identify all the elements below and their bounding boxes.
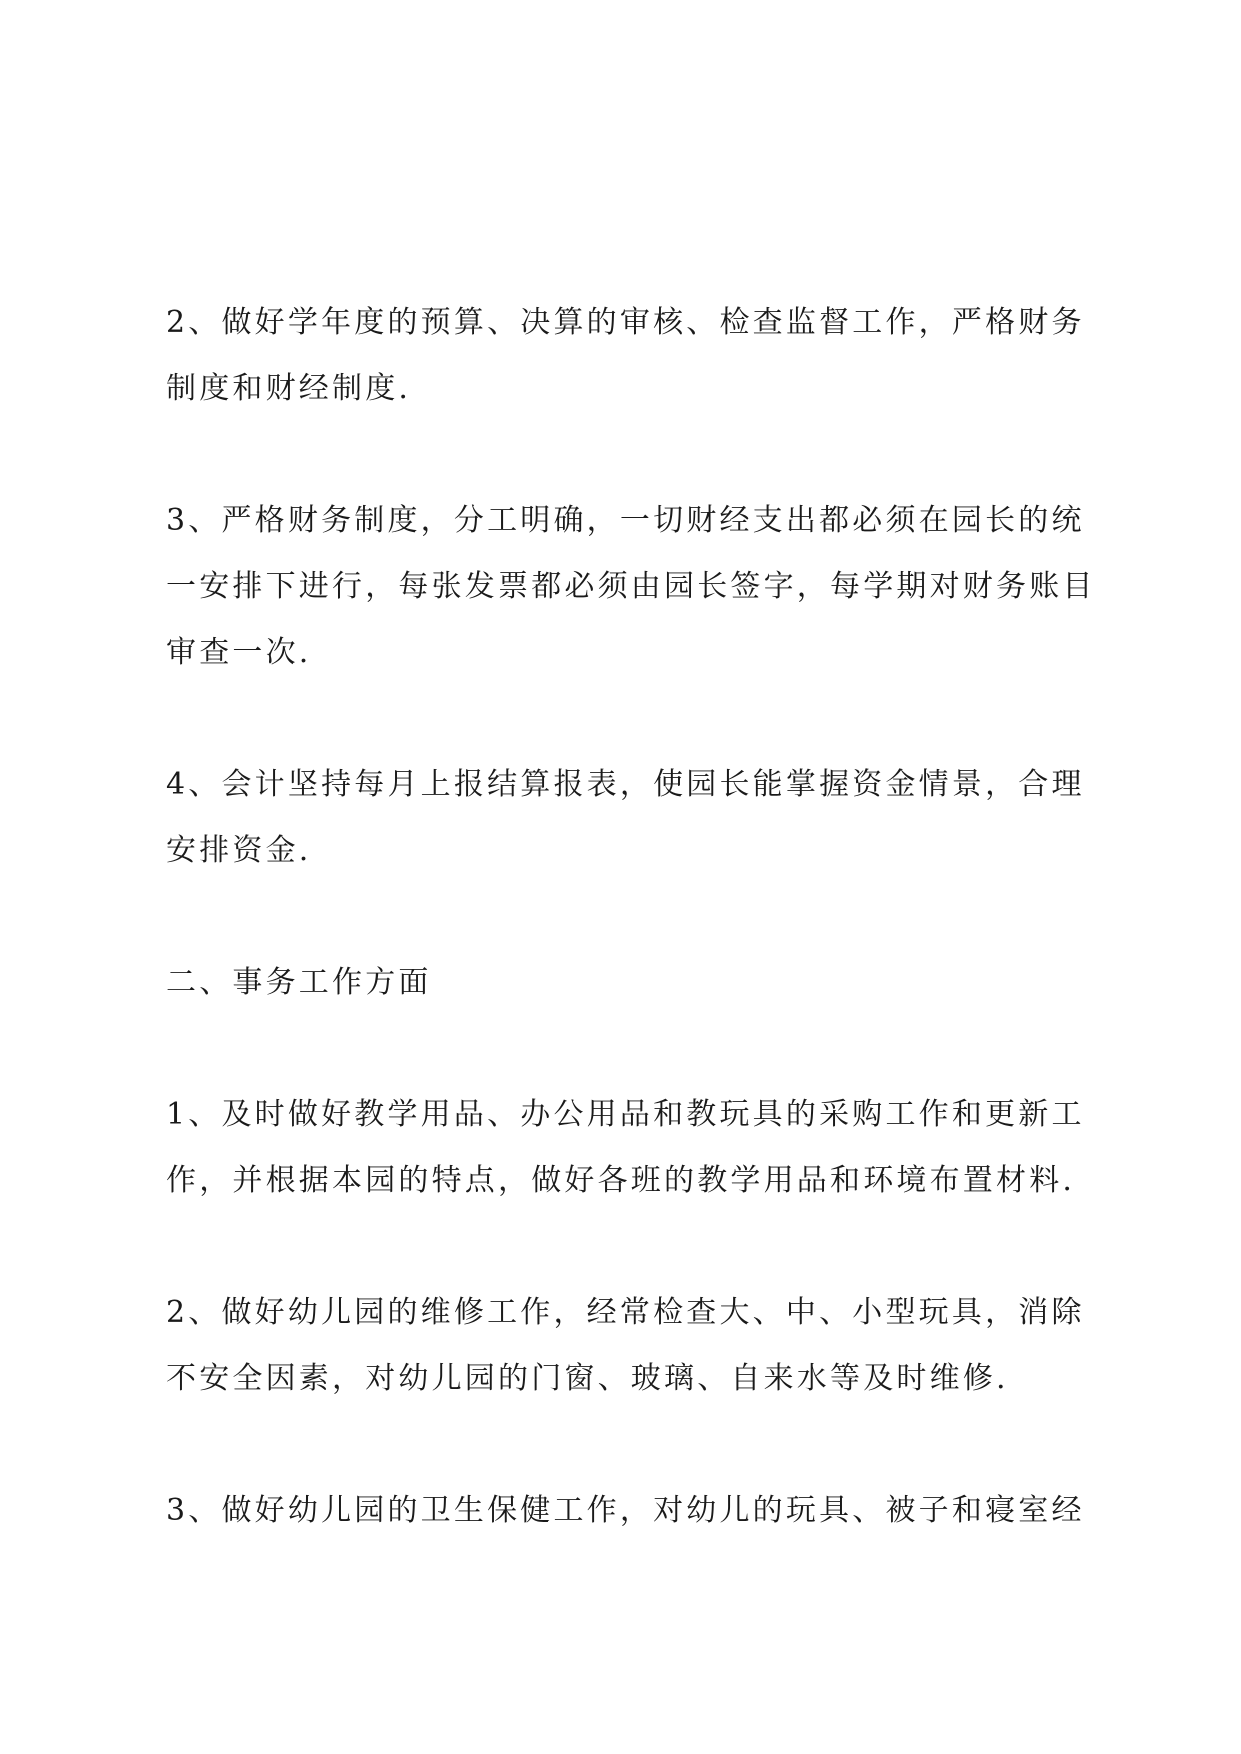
document-body	[166, 290, 1096, 1610]
text-line: 2、做好学年度的预算、决算的审核、检查监督工作，严格财务	[166, 305, 1085, 340]
paragraph-finance-item-2	[166, 290, 1096, 422]
text-line: 一安排下进行，每张发票都必须由园长签字，每学期对财务账目	[166, 569, 1096, 604]
text-line: 3、严格财务制度，分工明确，一切财经支出都必须在园长的统	[166, 503, 1085, 538]
text-line: 安排资金.	[166, 833, 312, 868]
paragraph-finance-item-3	[166, 488, 1096, 686]
text-line: 二、事务工作方面	[166, 965, 432, 1000]
text-line: 4、会计坚持每月上报结算报表，使园长能掌握资金情景，合理	[166, 767, 1085, 802]
text-line: 作，并根据本园的特点，做好各班的教学用品和环境布置材料.	[166, 1163, 1076, 1198]
text-line: 制度和财经制度.	[166, 371, 412, 406]
paragraph-finance-item-4	[166, 752, 1096, 884]
text-line: 不安全因素，对幼儿园的门窗、玻璃、自来水等及时维修.	[166, 1361, 1009, 1396]
paragraph-affairs-item-3	[166, 1478, 1096, 1544]
paragraph-affairs-item-2	[166, 1280, 1096, 1412]
text-line: 审查一次.	[166, 635, 312, 670]
text-line: 2、做好幼儿园的维修工作，经常检查大、中、小型玩具，消除	[166, 1295, 1085, 1330]
section-heading-affairs	[166, 950, 1096, 1016]
text-line: 3、做好幼儿园的卫生保健工作，对幼儿的玩具、被子和寝室经	[166, 1493, 1085, 1528]
paragraph-affairs-item-1	[166, 1082, 1096, 1214]
text-line: 1、及时做好教学用品、办公用品和教玩具的采购工作和更新工	[166, 1097, 1085, 1132]
